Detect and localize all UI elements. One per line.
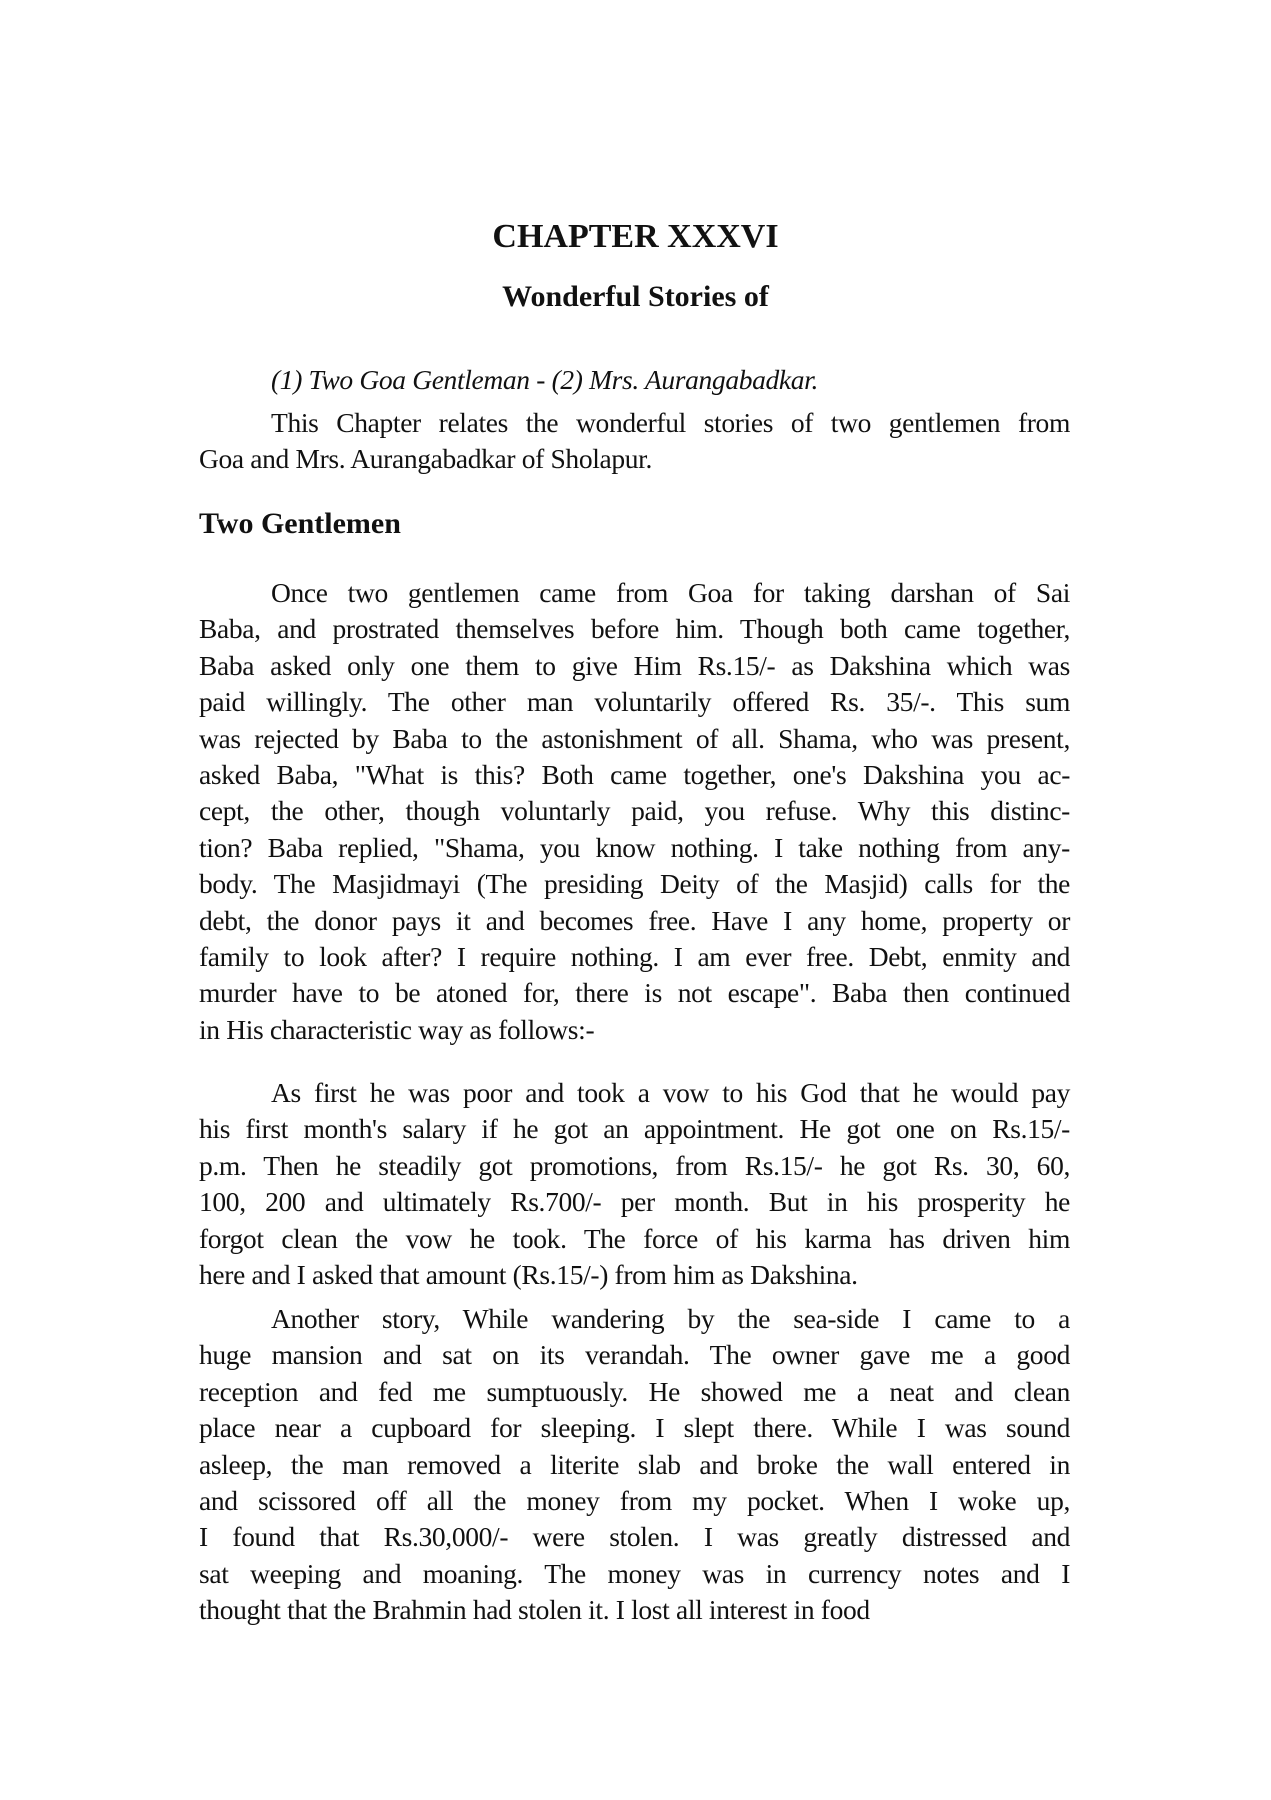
text-line: sat weeping and moaning. The money was in currency notes and I (199, 1557, 1070, 1589)
chapter-summary (199, 362, 1070, 398)
chapter-subtitle: Wonderful Stories of (502, 280, 769, 313)
text-line: Goa and Mrs. Aurangabadkar of Sholapur. (199, 443, 652, 475)
paragraph (199, 575, 1070, 1048)
text-line: reception and fed me sumptuously. He showed me a neat and clean (199, 1375, 1070, 1407)
text-line: Baba asked only one them to give Him Rs.15/- as Dakshina which was (199, 649, 1070, 681)
text-line: cept, the other, though voluntarly paid, you refuse. Why this distinc- (199, 795, 1070, 827)
text-line: paid willingly. The other man voluntarily offered Rs. 35/-. This sum (199, 686, 1070, 718)
text-line: As first he was poor and took a vow to his God that he would pay (271, 1077, 1070, 1108)
text-line: family to look after? I require nothing. I am ever free. Debt, enmity and (199, 941, 1070, 973)
text-line: place near a cupboard for sleeping. I slept there. While I was sound (199, 1412, 1070, 1444)
text-line: This Chapter relates the wonderful stories of two gentlemen from (271, 407, 1070, 438)
text-line: tion? Baba replied, "Shama, you know nothing. I take nothing from any- (199, 831, 1070, 863)
text-line: here and I asked that amount (Rs.15/-) from him as Dakshina. (199, 1259, 858, 1291)
text-line: debt, the donor pays it and becomes free. Have I any home, property or (199, 904, 1070, 936)
text-line: (1) Two Goa Gentleman - (2) Mrs. Aurangabadkar. (271, 364, 819, 395)
text-line: huge mansion and sat on its verandah. The owner gave me a good (199, 1339, 1070, 1371)
text-line: murder have to be atoned for, there is not escape". Baba then continued (199, 977, 1070, 1009)
text-line: p.m. Then he steadily got promotions, from Rs.15/- he got Rs. 30, 60, (199, 1149, 1070, 1181)
text-line: was rejected by Baba to the astonishment of all. Shama, who was present, (199, 722, 1070, 754)
chapter-title: CHAPTER XXXVI (492, 218, 779, 255)
text-line: I found that Rs.30,000/- were stolen. I was greatly distressed and (199, 1521, 1070, 1553)
text-line: his first month's salary if he got an appointment. He got one on Rs.15/- (199, 1113, 1070, 1145)
text-line: Another story, While wandering by the sea-side I came to a (271, 1303, 1070, 1334)
text-line: Once two gentlemen came from Goa for taking darshan of Sai (271, 577, 1070, 608)
paragraph (199, 1075, 1070, 1293)
section-heading: Two Gentlemen (199, 507, 401, 540)
text-line: in His characteristic way as follows:- (199, 1013, 595, 1045)
text-line: Baba, and prostrated themselves before him. Though both came together, (199, 613, 1070, 645)
text-line: forgot clean the vow he took. The force of his karma has driven him (199, 1222, 1070, 1254)
text-line: asked Baba, "What is this? Both came together, one's Dakshina you ac- (199, 759, 1070, 791)
paragraph (199, 1301, 1070, 1629)
text-line: 100, 200 and ultimately Rs.700/- per month. But in his prosperity he (199, 1186, 1070, 1218)
text-line: asleep, the man removed a literite slab and broke the wall entered in (199, 1448, 1070, 1480)
text-line: body. The Masjidmayi (The presiding Deity of the Masjid) calls for the (199, 868, 1070, 900)
text-line: thought that the Brahmin had stolen it. I lost all interest in food (199, 1594, 870, 1626)
intro-paragraph (199, 405, 1070, 478)
text-line: and scissored off all the money from my pocket. When I woke up, (199, 1485, 1070, 1517)
